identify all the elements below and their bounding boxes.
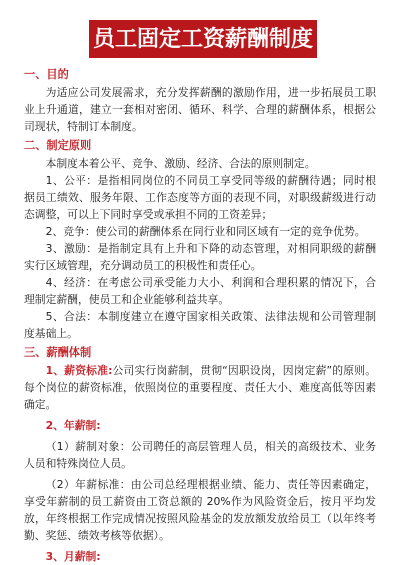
section-heading-purpose: 一、目的 (24, 68, 69, 81)
title-banner (89, 20, 317, 58)
paragraph-annual-salary-heading (24, 417, 376, 434)
paragraph-principles-intro: 本制度本着公平、竞争、激励、经济、合法的原则制定。 (45, 157, 316, 170)
annual-salary-target: （1）薪制对象：公司聘任的高层管理人员，相关的高级技术、业务人员和特殊岗位人员。 (24, 440, 376, 470)
subheading-salary-standard: 1、薪资标准: (45, 364, 113, 377)
section-heading-principles: 二、制定原则 (24, 139, 92, 152)
principle-legality: 5、合法：本制度建立在遵守国家相关政策、法律法规和公司管理制度基础上。 (24, 310, 376, 340)
principle-fairness: 1、公平：是指相同岗位的不同员工享受同等级的薪酬待遇；同时根据员工绩效、服务年限、工作态度等方面的表现不同，对职级薪级进行动态调整，可以上下同时享受或承担不同的工资差异； (24, 174, 376, 221)
paragraph-salary-standard (24, 362, 376, 413)
principle-incentive: 3、激励：是指制定具有上升和下降的动态管理，对相同职级的薪酬实行区域管理，充分调动员工的积极性和责任心。 (24, 242, 376, 272)
page-title: 员工固定工资薪酬制度 (92, 26, 313, 52)
salary-standard-text: 公司实行岗薪制，贯彻“因职设岗，因岗定薪”的原则。每个岗位的薪资标准，依照岗位的重要程度、责任大小、难度高低等因素确定。 (24, 364, 376, 411)
paragraph-monthly-salary-heading (24, 548, 376, 565)
paragraph-purpose: 为适应公司发展需求，充分发挥薪酬的激励作用，进一步拓展员工职业上升通道，建立一套相对密闭、循环、科学、合理的薪酬体系，根据公司现状，特制订本制度。 (24, 86, 376, 133)
principle-competition: 2、竞争：使公司的薪酬体系在同行业和同区域有一定的竞争优势。 (45, 225, 366, 238)
subheading-monthly-salary: 3、月薪制: (45, 550, 101, 563)
section-heading-system: 三、薪酬体制 (24, 346, 92, 359)
subheading-annual-salary: 2、年薪制: (45, 419, 101, 432)
annual-salary-standard: （2）年薪标准：由公司总经理根据业绩、能力、责任等因素确定，享受年薪制的员工薪资由工资总额的 20%作为风险资金后，按月平均发放，年终根据工作完成情况按照风险基金的发放额发放给员工（以年终考勤、奖惩、绩效考核等依据）。 (24, 478, 376, 542)
principle-economy: 4、经济：在考虑公司承受能力大小、利润和合理积累的情况下，合理制定薪酬，使员工和企业能够利益共享。 (24, 276, 376, 306)
document-body (24, 64, 376, 565)
